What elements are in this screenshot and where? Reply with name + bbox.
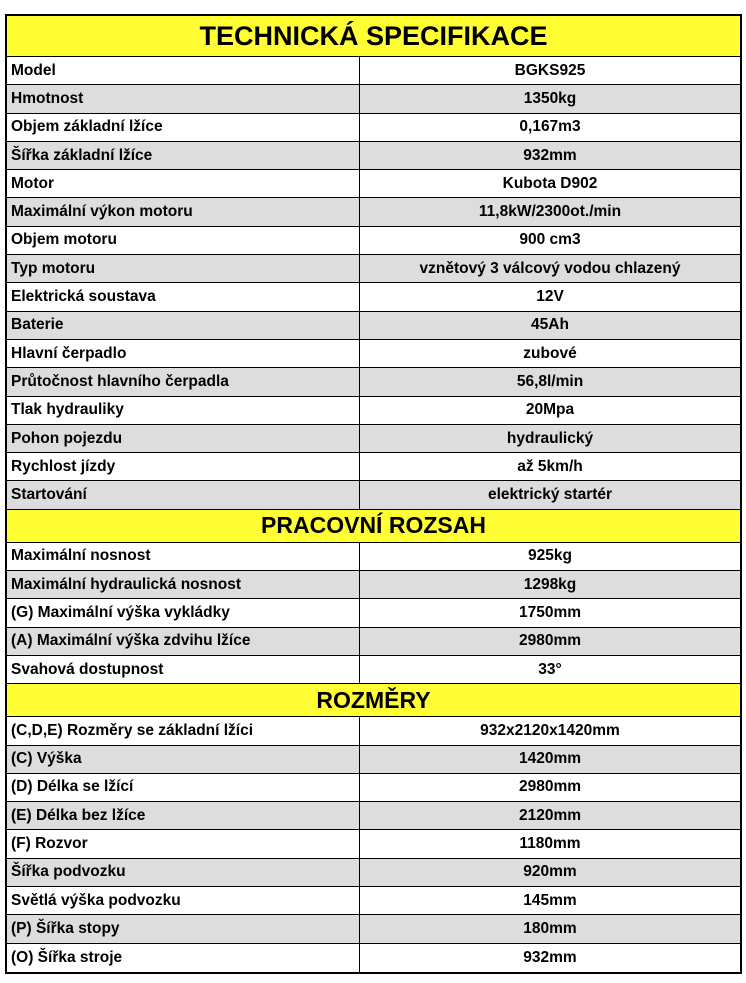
spec-value: 180mm [523,919,577,937]
table-row [7,368,740,396]
spec-value: 2980mm [518,632,582,650]
spec-label: Maximální výkon motoru [7,198,360,225]
spec-value: 1350kg [523,89,577,107]
spec-label: Objem základní lžíce [7,114,360,141]
spec-value: 33° [538,660,562,678]
spec-label: (F) Rozvor [7,830,360,857]
spec-label: Šířka podvozku [7,859,360,886]
section-title: PRACOVNÍ ROZSAH [7,510,740,543]
spec-value: 145mm [523,891,577,909]
table-row [7,628,740,656]
spec-label: (C,D,E) Rozměry se základní lžíci [7,717,360,744]
table-row [7,425,740,453]
spec-label: Hlavní čerpadlo [7,340,360,367]
table-row [7,397,740,425]
spec-label: (G) Maximální výška vykládky [7,599,360,626]
spec-label: Svahová dostupnost [7,656,360,683]
spec-value: Kubota D902 [502,174,598,192]
spec-value: 900 cm3 [519,231,581,249]
table-row [7,57,740,85]
table-row [7,142,740,170]
spec-value: 12V [536,288,564,306]
table-row [7,481,740,509]
spec-value: 932mm [523,948,577,966]
table-row [7,227,740,255]
spec-label: Baterie [7,312,360,339]
spec-label: Tlak hydrauliky [7,397,360,424]
table-row [7,340,740,368]
spec-value: zubové [523,344,577,362]
spec-value: 1420mm [518,750,582,768]
spec-value: vznětový 3 válcový vodou chlazený [419,259,681,277]
table-row [7,717,740,745]
table-row [7,859,740,887]
table-row [7,170,740,198]
spec-label: Startování [7,481,360,508]
table-row [7,915,740,943]
spec-label: Rychlost jízdy [7,453,360,480]
table-row [7,312,740,340]
spec-value: hydraulický [506,429,594,447]
table-row [7,543,740,571]
spec-value: 1180mm [519,835,581,853]
table-row [7,944,740,972]
spec-value: 0,167m3 [519,118,581,136]
spec-value: 920mm [523,863,577,881]
spec-label: Průtočnost hlavního čerpadla [7,368,360,395]
section-title: TECHNICKÁ SPECIFIKACE [7,16,740,57]
spec-label: (E) Délka bez lžíce [7,802,360,829]
spec-label: Model [7,57,360,84]
table-row [7,85,740,113]
spec-label: Maximální hydraulická nosnost [7,571,360,598]
spec-label: Elektrická soustava [7,283,360,310]
spec-label: (O) Šířka stroje [7,944,360,972]
table-row [7,802,740,830]
spec-label: (P) Šířka stopy [7,915,360,942]
table-row [7,599,740,627]
spec-value: 11,8kW/2300ot./min [478,203,622,221]
table-row [7,283,740,311]
table-row [7,887,740,915]
spec-label: Motor [7,170,360,197]
table-row [7,114,740,142]
spec-label: Typ motoru [7,255,360,282]
spec-value: 45Ah [531,316,569,334]
spec-label: Světlá výška podvozku [7,887,360,914]
spec-value: 56,8l/min [516,372,584,390]
spec-label: Hmotnost [7,85,360,112]
spec-table [5,14,742,974]
spec-value: 1750mm [518,603,582,621]
spec-value: elektrický startér [487,486,613,504]
section-title: ROZMĚRY [7,684,740,717]
table-row [7,255,740,283]
spec-value: 2120mm [518,806,582,824]
table-row [7,774,740,802]
spec-value: 925kg [528,547,572,565]
spec-value: 932x2120x1420mm [480,721,620,739]
spec-value: 20Mpa [525,401,575,419]
spec-value: až 5km/h [517,457,583,475]
table-row [7,453,740,481]
spec-value: 932mm [523,146,577,164]
spec-label: Objem motoru [7,227,360,254]
spec-label: (D) Délka se lžící [7,774,360,801]
table-row [7,830,740,858]
spec-label: Maximální nosnost [7,543,360,570]
table-row [7,746,740,774]
table-row [7,656,740,684]
spec-value: BGKS925 [514,61,586,79]
spec-label: Šířka základní lžíce [7,142,360,169]
spec-label: (C) Výška [7,746,360,773]
spec-label: Pohon pojezdu [7,425,360,452]
spec-value: 1298kg [523,575,577,593]
table-row [7,198,740,226]
spec-label: (A) Maximální výška zdvihu lžíce [7,628,360,655]
spec-value: 2980mm [518,778,582,796]
table-row [7,571,740,599]
